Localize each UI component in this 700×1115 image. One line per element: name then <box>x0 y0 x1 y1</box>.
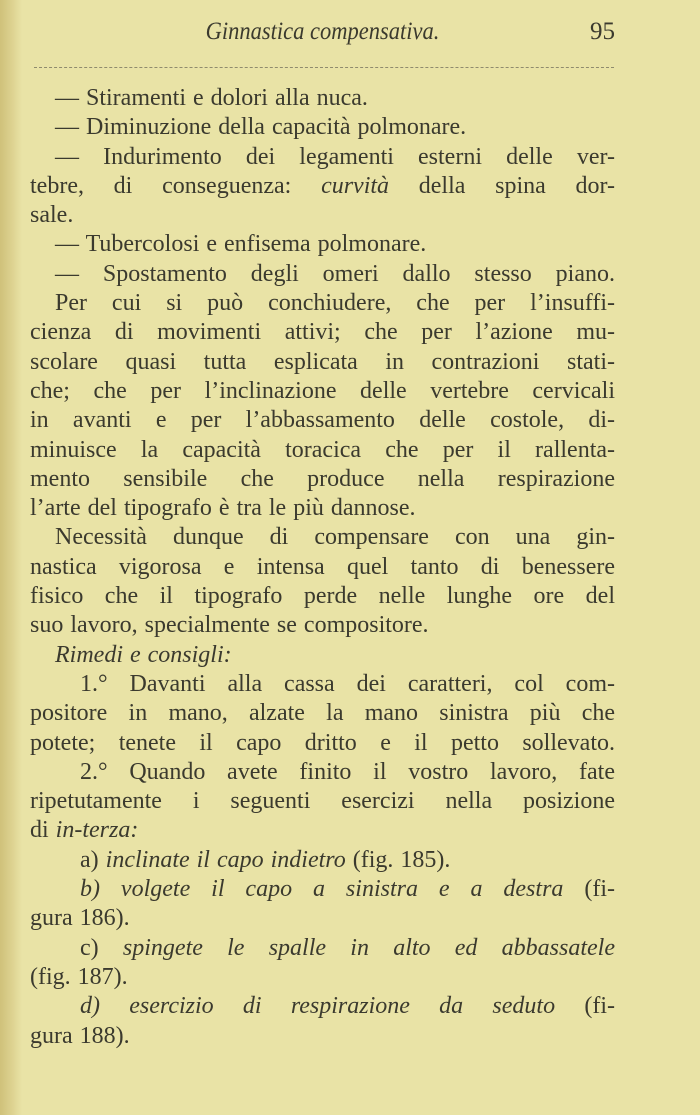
text: della spina dor- <box>389 172 616 199</box>
text: positore in mano, alzate la mano sinistra più che <box>30 700 615 727</box>
italic-text: d) esercizio di respirazione da seduto <box>80 993 556 1020</box>
text-line <box>30 143 615 172</box>
text-line <box>30 553 615 582</box>
text: nastica vigorosa e intensa quel tanto di benessere <box>30 553 615 580</box>
text: gura 186). <box>30 905 130 932</box>
text: a) <box>80 846 106 873</box>
text-line <box>30 611 615 640</box>
text-line <box>30 816 615 845</box>
text-line <box>30 465 615 494</box>
text: suo lavoro, specialmente se compositore. <box>30 612 429 639</box>
text: sale. <box>30 202 74 229</box>
running-title: Ginnastica compensativa. <box>205 18 440 45</box>
text: (fi- <box>555 993 615 1020</box>
text: ripetutamente i seguenti esercizi nella posizione <box>30 788 615 815</box>
text-line <box>30 641 615 670</box>
header-rule <box>34 67 614 68</box>
text-line <box>30 377 615 406</box>
text-line <box>30 670 615 699</box>
text-line <box>30 582 615 611</box>
text-line <box>30 963 615 992</box>
page-body <box>30 84 615 1051</box>
text-line <box>30 846 615 875</box>
text: (fig. 185). <box>345 846 451 873</box>
text-line <box>30 230 615 259</box>
text: minuisce la capacità toracica che per il rallenta- <box>30 436 615 463</box>
text-line <box>30 84 615 113</box>
text-line <box>30 787 615 816</box>
text: mento sensibile che produce nella respirazione <box>30 465 615 492</box>
text-line <box>30 201 615 230</box>
italic-text: inclinate il capo indietro <box>105 846 346 873</box>
italic-text: curvità <box>321 172 390 199</box>
italic-text: in-terza: <box>55 817 139 844</box>
text: — Tubercolosi e enfisema polmonare. <box>55 231 427 258</box>
text-line <box>30 934 615 963</box>
text: (fig. 187). <box>30 963 128 990</box>
text: — Diminuzione della capacità polmonare. <box>55 114 467 141</box>
text: fisico che il tipografo perde nelle lunghe ore del <box>30 583 615 610</box>
text-line <box>30 758 615 787</box>
text: — Spostamento degli omeri dallo stesso piano. <box>55 260 615 287</box>
text: tebre, di conseguenza: <box>30 172 322 199</box>
text-line <box>30 260 615 289</box>
page-edge-shadow <box>0 0 22 1115</box>
text-line <box>30 875 615 904</box>
text: che; che per l’inclinazione delle vertebre cervicali <box>30 377 615 404</box>
italic-text: b) volgete il capo a sinistra e a destra <box>80 876 564 903</box>
text: c) <box>80 934 123 961</box>
text-line <box>30 992 615 1021</box>
text: l’arte del tipografo è tra le più dannose. <box>30 495 416 522</box>
text: cienza di movimenti attivi; che per l’azione mu- <box>30 319 615 346</box>
text: Per cui si può conchiudere, che per l’insuffi- <box>55 290 615 317</box>
italic-text: Rimedi e consigli: <box>55 641 232 668</box>
text-line <box>30 494 615 523</box>
text: gura 188). <box>30 1022 130 1049</box>
text-line <box>30 289 615 318</box>
text-line <box>30 406 615 435</box>
text: in avanti e per l’abbassamento delle costole, di- <box>30 407 615 434</box>
text-line <box>30 113 615 142</box>
text-line <box>30 904 615 933</box>
text: — Stiramenti e dolori alla nuca. <box>55 85 368 111</box>
text: scolare quasi tutta esplicata in contrazioni stati- <box>30 348 615 375</box>
text-line <box>30 348 615 377</box>
text-line <box>30 436 615 465</box>
text: 1.° Davanti alla cassa dei caratteri, col com- <box>80 670 615 697</box>
text-line <box>30 699 615 728</box>
text: potete; tenete il capo dritto e il petto sollevato. <box>30 729 615 756</box>
text: Necessità dunque di compensare con una gin- <box>55 524 615 551</box>
text: (fi- <box>563 876 615 903</box>
text-line <box>30 523 615 552</box>
text-line <box>30 318 615 347</box>
page-number: 95 <box>590 18 615 45</box>
running-header <box>30 18 615 54</box>
text-line <box>30 1022 615 1051</box>
text-line <box>30 172 615 201</box>
text: — Indurimento dei legamenti esterni delle ver- <box>55 143 615 170</box>
text: 2.° Quando avete finito il vostro lavoro, fate <box>80 758 615 785</box>
italic-text: spingete le spalle in alto ed abbassatele <box>122 934 615 961</box>
text: di <box>30 817 56 844</box>
text-line <box>30 729 615 758</box>
